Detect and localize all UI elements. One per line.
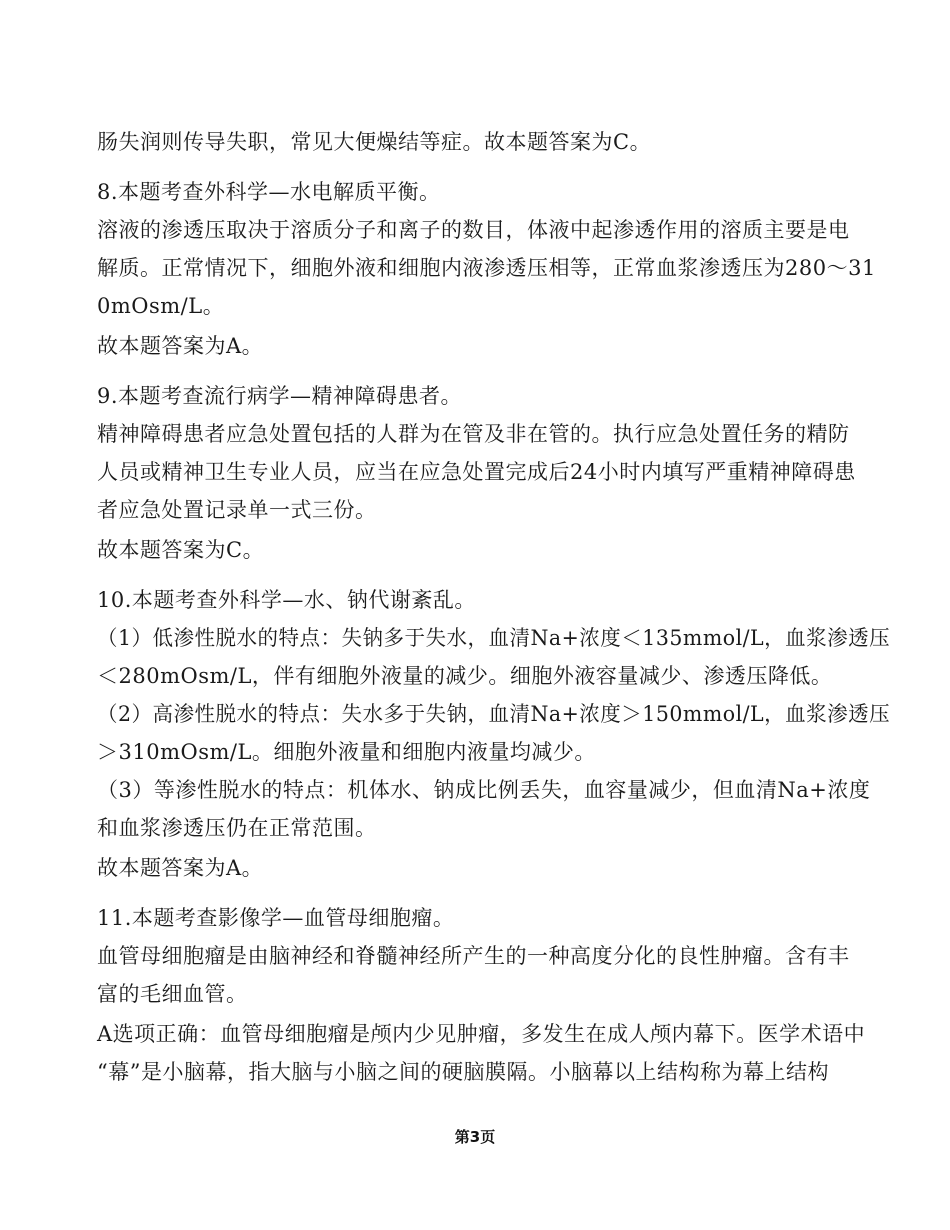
text-line: 0mOsm/L。	[97, 294, 225, 318]
text-line: A选项正确：血管母细胞瘤是颅内少见肿瘤，多发生在成人颅内幕下。医学术语中	[97, 1022, 866, 1046]
section-heading-9: 9.本题考查流行病学—精神障碍患者。	[97, 384, 463, 408]
text-line: 血管母细胞瘤是由脑神经和脊髓神经所产生的一种高度分化的良性肿瘤。含有丰	[97, 944, 850, 968]
text-line: “幕”是小脑幕，指大脑与小脑之间的硬脑膜隔。小脑幕以上结构称为幕上结构	[97, 1060, 829, 1084]
text-line: 精神障碍患者应急处置包括的人群为在管及非在管的。执行应急处置任务的精防	[97, 422, 850, 446]
text-line: ＞310mOsm/L。细胞外液量和细胞内液量均减少。	[97, 740, 596, 764]
answer-line: 故本题答案为C。	[97, 538, 265, 562]
text-line: ＜280mOsm/L，伴有细胞外液量的减少。细胞外液容量减少、渗透压降低。	[97, 664, 833, 688]
section-heading-11: 11.本题考查影像学—血管母细胞瘤。	[97, 906, 455, 930]
text-line: 肠失润则传导失职，常见大便燥结等症。故本题答案为C。	[97, 130, 652, 154]
page-number: 第3页	[454, 1128, 496, 1146]
text-line: 解质。正常情况下，细胞外液和细胞内液渗透压相等，正常血浆渗透压为280～31	[97, 256, 876, 280]
text-line: 富的毛细血管。	[97, 982, 248, 1006]
text-line: 者应急处置记录单一式三份。	[97, 498, 377, 522]
section-heading-8: 8.本题考查外科学—水电解质平衡。	[97, 180, 441, 204]
answer-line: 故本题答案为A。	[97, 334, 264, 358]
text-line: 和血浆渗透压仍在正常范围。	[97, 816, 377, 840]
text-line: （2）高渗性脱水的特点：失水多于失钠，血清Na+浓度＞150mmol/L，血浆渗透压	[97, 702, 891, 726]
text-line: （3）等渗性脱水的特点：机体水、钠成比例丢失，血容量减少，但血清Na+浓度	[97, 778, 871, 802]
text-line: （1）低渗性脱水的特点：失钠多于失水，血清Na+浓度＜135mmol/L，血浆渗透压	[97, 626, 891, 650]
section-heading-10: 10.本题考查外科学—水、钠代谢紊乱。	[97, 588, 476, 612]
answer-line: 故本题答案为A。	[97, 856, 264, 880]
text-line: 溶液的渗透压取决于溶质分子和离子的数目，体液中起渗透作用的溶质主要是电	[97, 218, 850, 242]
text-line: 人员或精神卫生专业人员，应当在应急处置完成后24小时内填写严重精神障碍患	[97, 460, 856, 484]
